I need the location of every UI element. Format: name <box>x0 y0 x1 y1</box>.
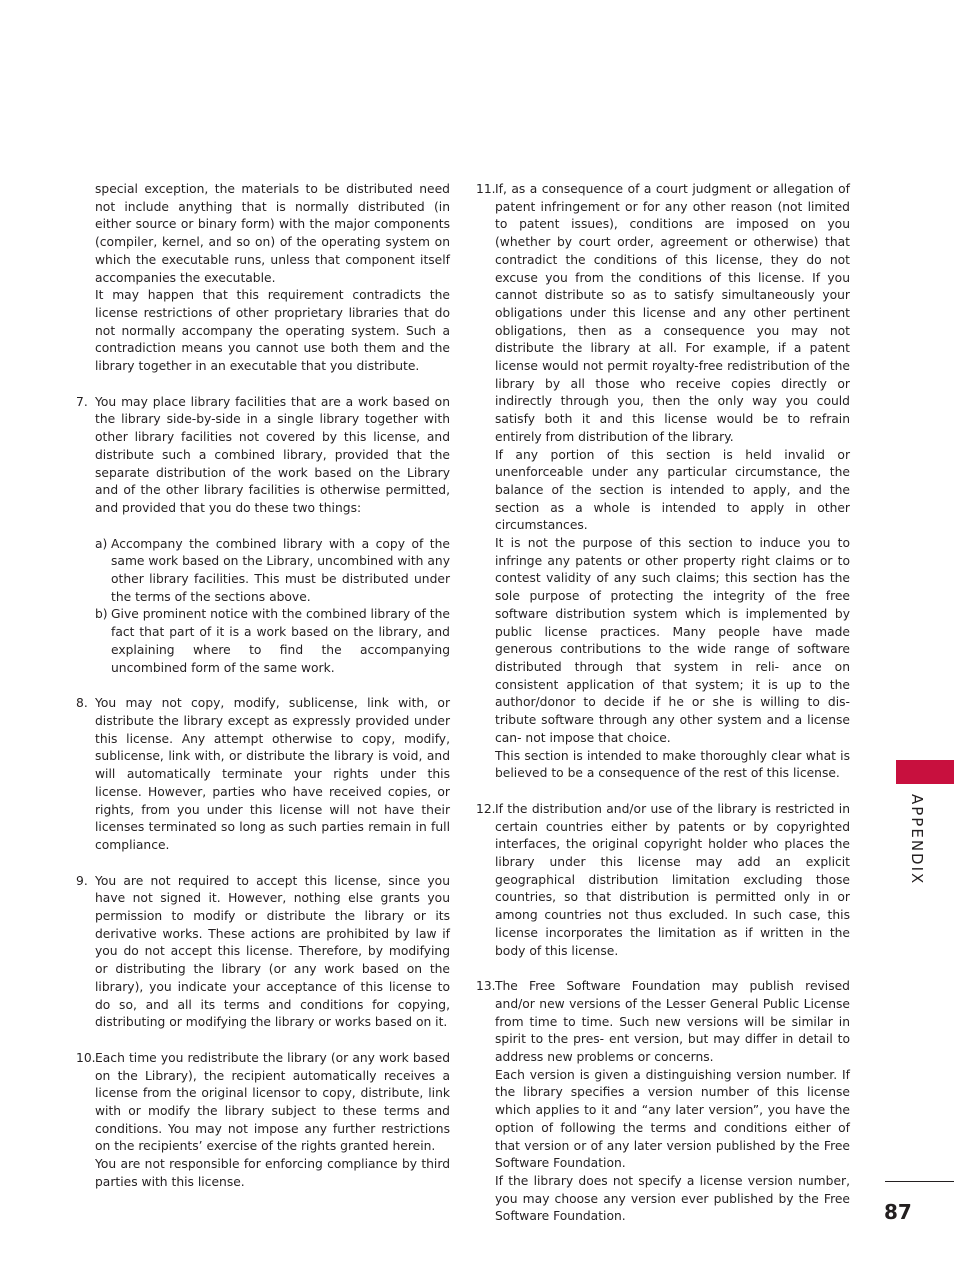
section-text: If the distribution and/or use of the library is restricted in certain countries either by patents or by copyrighted interfaces, the original copyright holder who places the library under this license may add an explicit geographical distribution limitation excluding those countries, so that distribution is permitted only in or among countries not thus excluded. In such case, this license incorporates the limitation as if written in the body of this license. <box>495 801 850 958</box>
section-text: You may place library facilities that are a work based on the library side-by-side in a single library together with other library facilities not covered by this license, and distribute such a combined library, provided that the separate distribution of the work based on the Library and of the other library facilities is otherwise permitted, and provided that you do these two things: <box>95 394 450 515</box>
section-10 <box>76 1050 450 1192</box>
left-column <box>76 181 450 1210</box>
footer-rule <box>885 1181 954 1182</box>
intro-paragraph-1: special exception, the materials to be distributed need not include anything that is normally distributed (in either source or binary form) with the major components (compiler, kernel, and so on) of the operating system on which the executable runs, unless that component itself accompanies the executable. <box>95 182 450 285</box>
section-number: 8. <box>76 696 88 711</box>
right-column <box>476 181 850 1244</box>
section-text: You are not required to accept this license, since you have not signed it. However, nothing else grants you permission to modify or distribute the library or its derivative works. These actions are prohibited by law if you do not accept this license. Therefore, by modifying or distributing the library (or any work based on the library), you indicate your acceptance of this license to do so, and all its terms and conditions for copying, distributing or modifying the library or works based on it. <box>95 873 450 1030</box>
sub-item-letter: a) <box>95 536 108 551</box>
section-paragraph-1: If, as a consequence of a court judgment or allegation of patent infringement or for any other reason (not limited to patent issues), conditions are imposed on you (whether by court order, agreement or otherwise) that contradict the conditions of this license, they do not excuse you from the conditions of this license. If you cannot distribute so as to satisfy simultaneously your obligations under this license and any other pertinent obligations, then as a consequence you may not distribute the library at all. For example, if a patent license would not permit royalty-free redistribution of the library by all those who receive copies directly or indirectly through you, then the only way you could satisfy both it and this license would be to refrain entirely from distribution of the library. <box>495 182 850 444</box>
page-number: 87 <box>884 1200 912 1224</box>
section-number: 12. <box>476 801 496 816</box>
section-number: 9. <box>76 873 88 888</box>
section-paragraph-3: If the library does not specify a license version number, you may choose any version ever published by the Free Software Foundation. <box>495 1173 850 1224</box>
section-paragraph-2: Each version is given a distinguishing version number. If the library specifies a version number of this license which applies to it and “any later version”, you have the option of following the terms and conditions either of that version or of any later version published by the Free Software Foundation. <box>495 1067 850 1171</box>
appendix-side-label: APPENDIX <box>908 794 926 886</box>
section-text: You may not copy, modify, sublicense, link with, or distribute the library except as expressly provided under this license. Any attempt otherwise to copy, modify, sublicense, link with, or distribute the library is void, and will automatically terminate your rights under this license. However, parties who have received copies, or rights, from you under this license will not have their licenses terminated so long as such parties remain in full compliance. <box>95 696 450 852</box>
section-number: 7. <box>76 394 88 409</box>
section-paragraph-1: The Free Software Foundation may publish revised and/or new versions of the Lesser General Public License from time to time. Such new versions will be similar in spirit to the pres- ent version, but may differ in detail to address new problems or concerns. <box>495 979 850 1065</box>
section-9 <box>76 873 450 1032</box>
section-paragraph-3: It is not the purpose of this section to induce you to infringe any patents or other property right claims or to contest validity of any such claims; this section has the sole purpose of protecting the integrity of the free software distribution system which is implemented by public license practices. Many people have made generous contributions to the wide range of software distributed through that system in reli- ance on consistent application of that system; it is up to the author/donor to decide if he or she is willing to dis- tribute software through any other system and a license can- not impose that choice. <box>495 536 850 745</box>
intro-block <box>76 181 450 376</box>
sub-item-text: Give prominent notice with the combined library of the fact that part of it is a work based on the library, and explaining where to find the accompanying uncombined form of the same work. <box>111 607 450 675</box>
section-number: 10. <box>76 1050 96 1065</box>
section-paragraph-2: If any portion of this section is held invalid or unenforceable under any particular circumstance, the balance of the section is intended to apply, and the section as a whole is intended to apply in other circumstances. <box>495 447 850 533</box>
section-13 <box>476 978 850 1226</box>
sub-item-text: Accompany the combined library with a copy of the same work based on the Library, uncombined with any other library facilities. This must be distributed under the terms of the sections above. <box>111 536 450 604</box>
sub-item-letter: b) <box>95 607 108 622</box>
sub-item-b <box>95 606 450 677</box>
section-paragraph-1: Each time you redistribute the library (or any work based on the Library), the recipient automatically receives a license from the original licensor to copy, distribute, link with or modify the library subject to these terms and conditions. You may not impose any further restrictions on the recipients’ exercise of the rights granted herein. <box>95 1050 450 1154</box>
section-11 <box>476 181 850 783</box>
section-number: 11. <box>476 182 496 196</box>
section-number: 13. <box>476 979 496 994</box>
section-paragraph-4: This section is intended to make thoroughly clear what is believed to be a consequence of the rest of this license. <box>495 748 850 781</box>
section-12 <box>476 801 850 960</box>
section-8 <box>76 695 450 854</box>
section-paragraph-2: You are not responsible for enforcing compliance by third parties with this license. <box>95 1157 450 1189</box>
section-7 <box>76 394 450 678</box>
sub-item-a <box>95 536 450 607</box>
intro-paragraph-2: It may happen that this requirement contradicts the license restrictions of other proprietary libraries that do not normally accompany the operating system. Such a contradiction means you cannot use both them and the library together in an executable that you distribute. <box>95 288 450 374</box>
appendix-tab-marker <box>896 760 954 784</box>
